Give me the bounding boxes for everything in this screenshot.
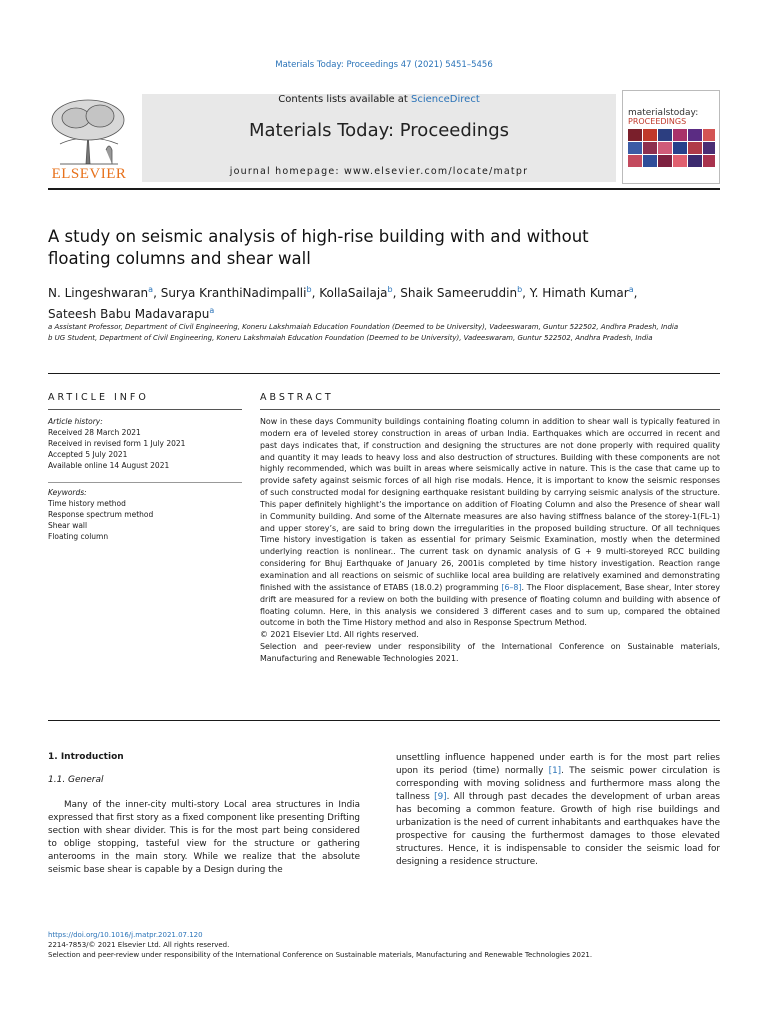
history-accepted: Accepted 5 July 2021 (48, 450, 128, 459)
cover-title-1: materialstoday: (628, 108, 699, 118)
abstract-body (260, 416, 720, 665)
reference-link-1[interactable]: [1] (548, 766, 562, 776)
author-list (48, 281, 728, 323)
abstract-rule (260, 409, 720, 410)
intro-heading: 1. Introduction (48, 752, 124, 762)
abstract-text-1: Now in these days Community buildings containing floating column in addition to shear wall is typically featured in modern era of leveled storey construction in areas of urban India. Earthquakes which are occurred in recent and past days indicates that, if construction and designing the structures are not done properly with required quality and quantity it may leads to heavy loss and also destruction of structures. Building with these components are not highly recommended, which was built in areas where seismically active in nature. This is the case that came up to provide safety against seismic forces of all high rise modals. Hence, it is important to know the seismic responses of such constructed modal for designing earthquake resistant building by carrying seismic analysis of the structure. This paper definitely highlight’s the importance on addition of Floating Column and also the Presence of shear wall in Community building. And some of the Alternate measures are also having stiffness balance of the storey-1(FL-1) and upper storey’s, are said to bring down the irregularities in the proposed building structure. Of all techniques Time history investigation is taken as essential for primary Seismic Examination, mostly when the determined underlying reaction is nonlinear.. The current task on dynamic analysis of G + 9 multi-storeyed RCC building considering for Bhuj Earthquake of January 26, 2001is completed by time history investigation. Reaction range examination and all reactions on seismic of suchlike local area building are relatively examined and demonstrating finished with the assistance of ETABS (18.0.2) programming (260, 417, 720, 592)
author-name[interactable]: N. Lingeshwaran (48, 286, 149, 300)
elsevier-wordmark: ELSEVIER (51, 166, 127, 182)
keyword-item: Response spectrum method (48, 510, 154, 519)
article-history (48, 416, 242, 471)
author-separator: , (311, 286, 320, 300)
intro-text-right-1: unsettling influence happened under earth is for the most part relies upon its period (time) normally (396, 753, 720, 776)
author-separator: , (153, 286, 161, 300)
author-separator: , (392, 286, 401, 300)
author-separator: , (522, 286, 530, 300)
author-name[interactable]: Surya KranthiNadimpalli (160, 286, 307, 300)
author-affiliation-marker[interactable]: b (306, 285, 312, 294)
history-online: Available online 14 August 2021 (48, 461, 170, 470)
sciencedirect-link[interactable]: ScienceDirect (411, 94, 480, 105)
author-separator: , (633, 286, 638, 300)
footer-selection: Selection and peer-review under responsibility of the International Conference on Sustainable materials, Manufacturing and Renewable Technologies 2021. (48, 951, 593, 959)
author-name[interactable]: Shaik Sameeruddin (400, 286, 518, 300)
abstract-copyright: © 2021 Elsevier Ltd. All rights reserved. (260, 630, 419, 640)
journal-title: Materials Today: Proceedings (249, 120, 509, 141)
author-affiliation-marker[interactable]: a (209, 306, 215, 315)
author-name[interactable]: Sateesh Babu Madavarapu (48, 307, 210, 321)
header-divider (48, 188, 720, 190)
journal-homepage[interactable]: journal homepage: www.elsevier.com/locate/matpr (229, 166, 529, 177)
contents-available-line (142, 94, 616, 105)
general-subheading: 1.1. General (48, 775, 104, 785)
keyword-item: Shear wall (48, 521, 88, 530)
affiliation-b: b UG Student, Department of Civil Engineering, Koneru Lakshmaiah Education Foundation (Deemed to be University), Vadeeswaram, Guntur 522502, Andhra Pradesh, India (48, 334, 653, 342)
intro-paragraph-left: Many of the inner-city multi-story Local area structures in India expressed that first story as a fixed component like presenting Drifting section with shear divider. This is for the most part being considered to oblige stopping, tasteful view for the structure or gathering anterooms in the main story. While we realize that the absolute seismic base shear is capable by a Design during the (48, 800, 360, 875)
article-info-rule (48, 409, 242, 410)
reference-link-9[interactable]: [9] (434, 792, 447, 802)
author-affiliation-marker[interactable]: b (517, 285, 523, 294)
page-footer (48, 930, 728, 960)
affiliations (48, 322, 728, 344)
contents-prefix: Contents lists available at (278, 94, 412, 105)
keywords-label: Keywords: (48, 488, 87, 497)
author-affiliation-marker[interactable]: b (387, 285, 393, 294)
keywords-rule (48, 482, 242, 483)
author-affiliation-marker[interactable]: a (628, 285, 634, 294)
affiliation-a: a Assistant Professor, Department of Civil Engineering, Koneru Lakshmaiah Education Foundation (Deemed to be University), Vadeeswaram, Guntur 522502, Andhra Pradesh, India (48, 323, 679, 331)
abstract-reference-link[interactable]: [6–8] (501, 582, 522, 592)
abstract-selection: Selection and peer-review under responsibility of the International Conference on Sustainable materials, Manufacturing and Renewable Technologies 2021. (260, 642, 720, 663)
author-name[interactable]: KollaSailaja (319, 286, 388, 300)
history-received: Received 28 March 2021 (48, 428, 141, 437)
history-revised: Received in revised form 1 July 2021 (48, 439, 186, 448)
intro-column-left (48, 751, 360, 877)
journal-citation[interactable]: Materials Today: Proceedings 47 (2021) 5451–5456 (275, 60, 493, 70)
author-name[interactable]: Y. Himath Kumar (529, 286, 629, 300)
abstract-text-2: . The Floor displacement, Base shear, Inter storey drift are measured for a review on both the building with presence of floating column and building with absence of floating column. Here, in this analysis we considered 3 different cases and to sum up, compared the obtained outcome in both the Time History method and also in Response Spectrum Method. (260, 582, 720, 628)
keywords (48, 487, 242, 542)
article-info-heading: ARTICLE INFO (48, 392, 149, 403)
journal-cover-thumbnail[interactable] (622, 90, 720, 184)
issn-line: 2214-7853/© 2021 Elsevier Ltd. All rights reserved. (48, 941, 230, 949)
keyword-item: Time history method (48, 499, 126, 508)
section-divider (48, 373, 720, 374)
cover-title-2: PROCEEDINGS (628, 117, 687, 126)
intro-text-right-2: . The seismic power circulation is corresponding with moving solidness and furthermore mass along the tallness (396, 766, 720, 802)
history-label: Article history: (48, 417, 103, 426)
body-divider (48, 720, 720, 721)
keyword-item: Floating column (48, 532, 109, 541)
intro-column-right (396, 752, 720, 869)
author-affiliation-marker[interactable]: a (148, 285, 154, 294)
paper-title: A study on seismic analysis of high-rise building with and without floating columns and shear wall (48, 227, 589, 268)
abstract-heading: ABSTRACT (260, 392, 334, 403)
intro-text-right-3: . All through past decades the development of urban areas has becoming a common feature. Growth of high rise buildings and urbanization is the need of current inhabitants and earthquakes have the prospective for causing the furthermost damages to those elevated structures. Hence, it is indispensable to consider the seismic load for designing a residence structure. (396, 792, 720, 867)
doi-link[interactable]: https://doi.org/10.1016/j.matpr.2021.07.120 (48, 931, 203, 939)
